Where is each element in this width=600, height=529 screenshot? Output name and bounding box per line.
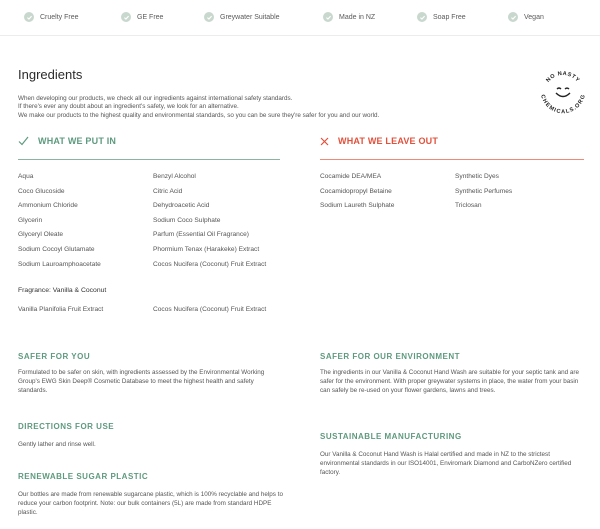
badge-label: GE Free: [137, 13, 164, 21]
ingredient-item: Glyceryl Oleate: [18, 231, 64, 239]
directions-title: DIRECTIONS FOR USE: [18, 422, 115, 431]
smiley-face-icon: [556, 88, 570, 97]
badge-label: Soap Free: [433, 13, 466, 21]
ingredient-item: Citric Acid: [153, 187, 183, 195]
cross-icon: [320, 137, 329, 146]
ingredients-intro: [18, 95, 438, 120]
logo-bottom-text: CHEMICALS.ORG: [539, 93, 587, 116]
put-in-heading-text: WHAT WE PUT IN: [38, 136, 117, 146]
ingredient-item: Sodium Cocoyl Glutamate: [18, 245, 95, 253]
no-nasty-chemicals-logo: [537, 66, 589, 118]
ingredient-item: Cocamide DEA/MEA: [320, 173, 382, 180]
ingredient-item: Glycerin: [18, 216, 43, 224]
check-circle-icon: [121, 12, 131, 22]
ingredient-item: Coco Glucoside: [18, 187, 65, 195]
safer-env-body: The ingredients in our Vanilla & Coconut Hand Wash are suitable for your septic tank and are safer for the environment. With proper greywater systems in place, the water from your basin can safely be re-used on your flower gardens, lawns and trees.: [320, 369, 580, 394]
directions-body: Gently lather and rinse well.: [18, 441, 96, 448]
intro-line: If there's ever any doubt about an ingredient's safety, we look for an alternative.: [18, 103, 239, 111]
put-in-list-col2: [153, 170, 266, 272]
intro-line: We make our products to the highest quality and environmental standards, so you can be sure they're safer for you and our world.: [18, 111, 380, 119]
ingredients-title: Ingredients: [18, 67, 83, 82]
leave-out-divider: [320, 159, 584, 160]
ingredient-item: Synthetic Perfumes: [455, 187, 513, 195]
fragrance-list-col2: [153, 303, 266, 318]
check-circle-icon: [204, 12, 214, 22]
ingredient-item: Phormium Tenax (Harakeke) Extract: [153, 245, 260, 253]
ingredient-item: Ammonium Chloride: [18, 202, 78, 210]
safer-env-title: SAFER FOR OUR ENVIRONMENT: [320, 352, 461, 361]
logo-top-text: NO NASTY: [545, 70, 581, 84]
badge-greywater-suitable: [204, 12, 280, 22]
check-circle-icon: [24, 12, 34, 22]
ingredient-item: Triclosan: [455, 202, 482, 210]
check-circle-icon: [417, 12, 427, 22]
ingredient-item: Cocos Nucifera (Coconut) Fruit Extract: [153, 260, 267, 268]
badge-label: Cruelty Free: [40, 13, 79, 21]
ingredient-item: Sodium Lauroamphoacetate: [18, 260, 101, 268]
what-we-put-in-heading: [18, 136, 116, 146]
feature-badges: [0, 0, 600, 36]
ingredient-item: Parfum (Essential Oil Fragrance): [153, 231, 250, 239]
leave-out-heading-text: WHAT WE LEAVE OUT: [338, 136, 439, 146]
fragrance-label: Fragrance: Vanilla & Coconut: [18, 287, 107, 294]
ingredient-item: Benzyl Alcohol: [153, 173, 196, 180]
renewable-title: RENEWABLE SUGAR PLASTIC: [18, 472, 149, 481]
badge-label: Made in NZ: [339, 13, 376, 21]
ingredient-item: Cocos Nucifera (Coconut) Fruit Extract: [153, 306, 267, 313]
badge-label: Vegan: [524, 13, 544, 21]
safer-for-you-title: SAFER FOR YOU: [18, 352, 91, 361]
ingredient-item: Dehydroacetic Acid: [153, 202, 210, 210]
badge-vegan: [508, 12, 544, 22]
ingredient-item: Cocamidopropyl Betaine: [320, 187, 392, 195]
ingredient-item: Synthetic Dyes: [455, 173, 499, 180]
ingredient-item: Vanilla Planifolia Fruit Extract: [18, 306, 104, 313]
check-circle-icon: [323, 12, 333, 22]
ingredient-item: Sodium Laureth Sulphate: [320, 202, 395, 210]
safer-for-you-body: Formulated to be safer on skin, with ingredients assessed by the Environmental Working Group's EWG Skin Deep® Cosmetic Database to meet the highest health and safety standards.: [18, 369, 265, 394]
badge-cruelty-free: [24, 12, 79, 22]
svg-text:NO NASTY: [545, 71, 580, 84]
fragrance-list-col1: [18, 303, 103, 318]
leave-out-list-col2: [455, 170, 512, 214]
badge-ge-free: [121, 12, 163, 22]
leave-out-list-col1: [320, 170, 394, 214]
ingredient-item: Sodium Coco Sulphate: [153, 216, 221, 224]
sustainable-body: Our Vanilla & Coconut Hand Wash is Halal certified and made in NZ to the strictest environmental standards in our ISO14001, Enviromark Diamond and CarboNZero certified factory.: [320, 451, 572, 476]
put-in-divider: [18, 159, 280, 160]
check-circle-icon: [508, 12, 518, 22]
put-in-list-col1: [18, 170, 101, 272]
checkmark-icon: [18, 136, 29, 146]
badge-made-in-nz: [323, 12, 375, 22]
sustainable-title: SUSTAINABLE MANUFACTURING: [320, 432, 462, 441]
ingredient-item: Aqua: [18, 173, 34, 180]
what-we-leave-out-heading: [320, 136, 438, 146]
badge-soap-free: [417, 12, 466, 22]
renewable-body: Our bottles are made from renewable sugarcane plastic, which is 100% recyclable and helps to reduce your carbon footprint. Note: our bulk containers (5L) are made from standard HDPE plastic.: [18, 491, 283, 516]
badge-label: Greywater Suitable: [220, 13, 280, 21]
intro-line: When developing our products, we check all our ingredients against international safety standards.: [18, 95, 293, 102]
